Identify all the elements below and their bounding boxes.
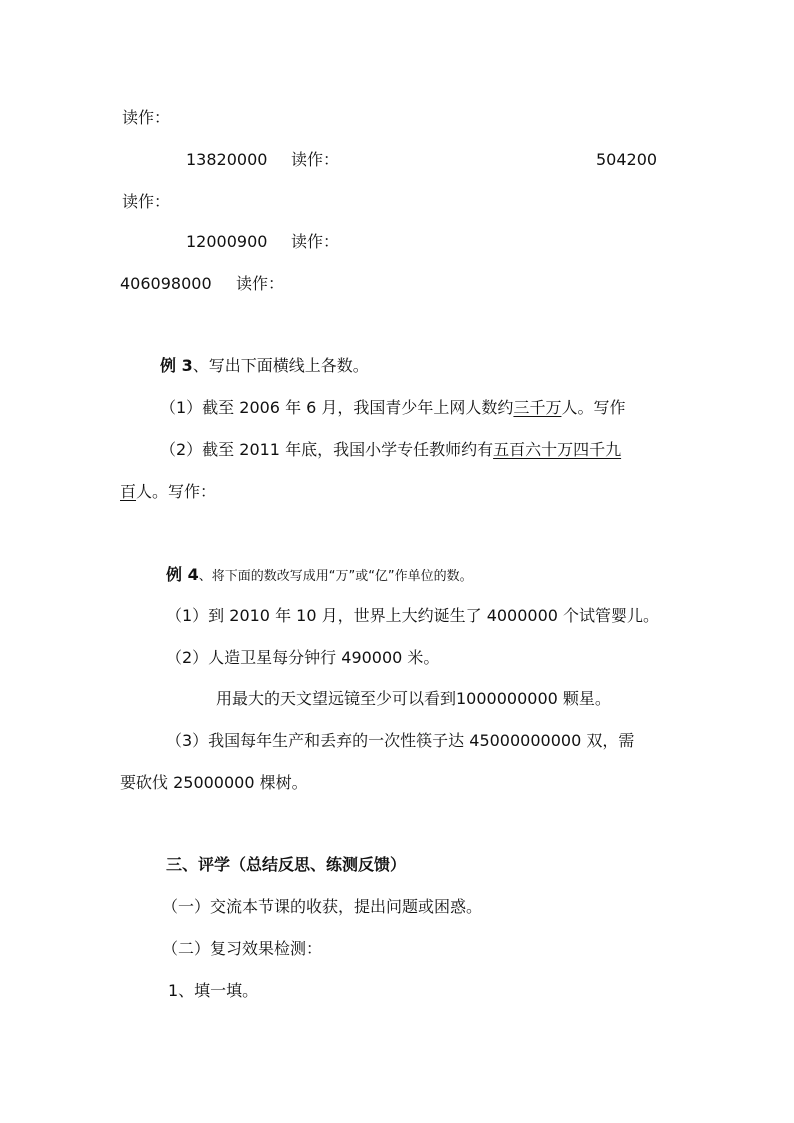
- example-4-question-3-cont: 要砍伐 25000000 棵树。: [120, 773, 308, 792]
- q2-underlined-cont: 百: [120, 482, 137, 501]
- example-4-label: 例 4: [166, 565, 199, 584]
- q2-tail: 人。写作：: [136, 482, 217, 501]
- example-4-question-2b: 用最大的天文望远镜至少可以看到1000000000 颗星。: [216, 689, 611, 708]
- example-4-instruction: 、将下面的数改写成用“万”或“亿”作单位的数。: [198, 569, 473, 584]
- number-406098000: 406098000: [120, 274, 212, 293]
- section-3-item-3: 1、填一填。: [168, 981, 259, 1000]
- example-4-question-1: （1）到 2010 年 10 月，世界上大约诞生了 4000000 个试管婴儿。: [166, 606, 660, 625]
- reading-line-1: 读作：: [122, 108, 171, 127]
- example-3-question-1: [160, 398, 625, 418]
- q2-underlined: 五百六十万四千九: [493, 440, 622, 459]
- example-3-instruction: 、写出下面横线上各数。: [192, 356, 369, 375]
- number-13820000: 13820000: [186, 150, 268, 169]
- example-4-question-2: [166, 648, 439, 668]
- section-3-title: 三、评学（总结反思、练测反馈）: [166, 855, 407, 874]
- reading-line-3: 读作：: [122, 192, 171, 211]
- number-12000900: 12000900: [186, 232, 268, 251]
- q1-underlined: 三千万: [513, 398, 562, 417]
- example-4-title: [166, 565, 473, 587]
- example-3-question-2-cont: [120, 482, 216, 502]
- example-3-title: [160, 356, 369, 376]
- q2-number: （2）人造卫星每分钟行 490000 米。: [166, 648, 440, 667]
- section-3-item-2: （二）复习效果检测：: [162, 939, 323, 958]
- example-3-question-2: [160, 440, 621, 460]
- reading-label: 读作：: [291, 150, 340, 169]
- number-504200: 504200: [596, 150, 658, 169]
- reading-label: 读作：: [236, 274, 285, 293]
- reading-label: 读作：: [291, 232, 340, 251]
- q1-text: （1）截至 2006 年 6 月，我国青少年上网人数约: [160, 398, 514, 417]
- q2-text: （2）截至 2011 年底，我国小学专任教师约有: [160, 440, 494, 459]
- example-3-label: 例 3: [160, 356, 193, 375]
- q1-tail: 人。写作: [561, 398, 626, 417]
- section-3-item-1: （一）交流本节课的收获，提出问题或困惑。: [162, 897, 483, 916]
- example-4-question-3: （3）我国每年生产和丢弃的一次性筷子达 45000000000 双，需: [166, 731, 635, 750]
